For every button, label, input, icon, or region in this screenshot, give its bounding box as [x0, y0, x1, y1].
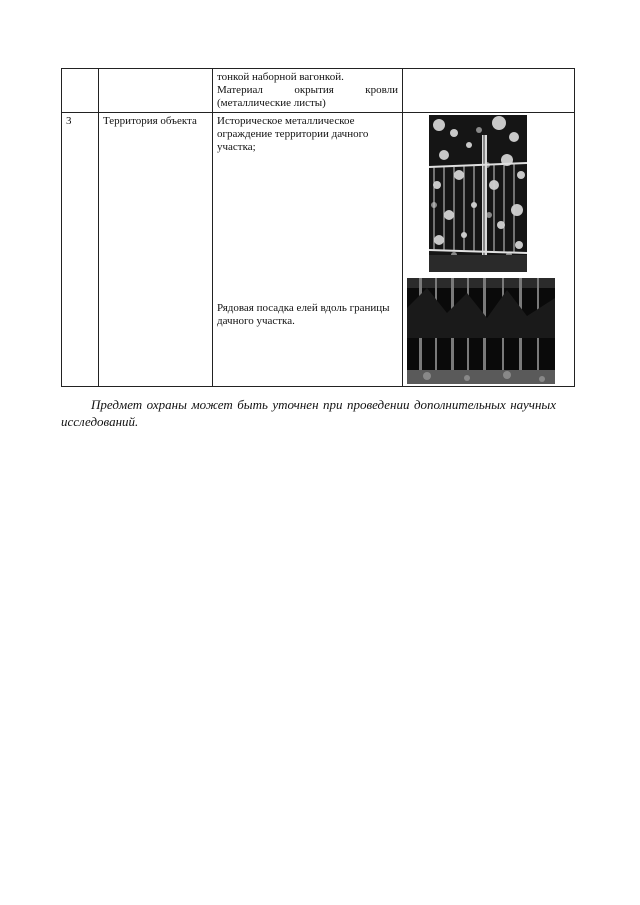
- table-row-3: [62, 113, 575, 387]
- fence-photo: [429, 115, 527, 272]
- row-number: 3: [62, 113, 99, 387]
- cell-description: [213, 113, 403, 387]
- cell-photos: [403, 113, 575, 387]
- cell-photo-empty: [403, 69, 575, 113]
- spruce-row-photo: [407, 278, 555, 384]
- table-row-previous: [62, 69, 575, 113]
- item-spruce-text: Рядовая посадка елей вдоль границы дачного участка.: [217, 302, 390, 327]
- description-line-1: тонкой наборной вагонкой.: [217, 71, 344, 83]
- protected-items-table: [61, 68, 575, 387]
- description-line-2: Материал окрытия кровли: [217, 84, 398, 96]
- cell-description: [213, 69, 403, 113]
- object-name: Территория объекта: [99, 113, 213, 387]
- description-line-3: (металлические листы): [217, 97, 326, 109]
- item-fence-text: Историческое металлическое ограждение территории дачного участка;: [217, 115, 369, 153]
- cell-name-empty: [99, 69, 213, 113]
- protection-subject-note: Предмет охраны может быть уточнен при проведении дополнительных научных исследований.: [61, 397, 556, 429]
- cell-number-empty: [62, 69, 99, 113]
